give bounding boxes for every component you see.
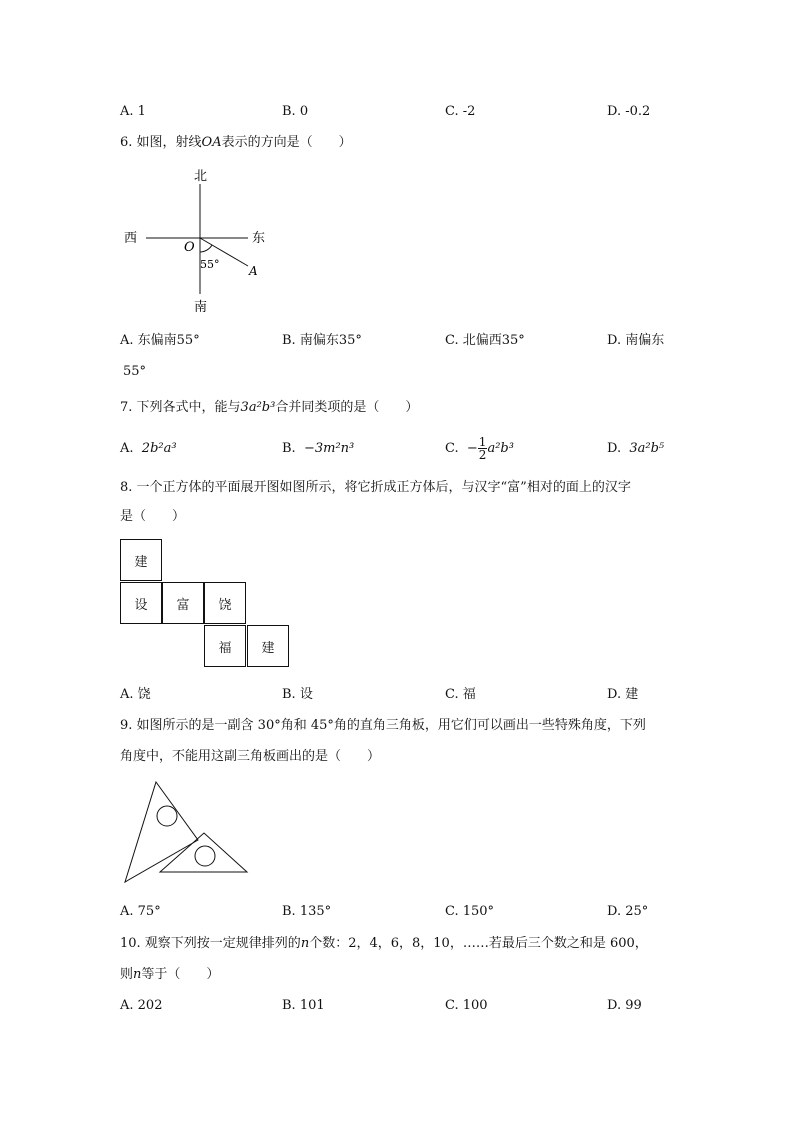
- net-cell: 建: [247, 625, 289, 667]
- q10-option-d: D. 99: [607, 998, 642, 1013]
- q7-option-b: B. −3m²n³: [282, 441, 355, 456]
- q8-option-d: D. 建: [607, 687, 639, 702]
- north-label: 北: [194, 169, 208, 184]
- net-cell: 饶: [204, 582, 246, 624]
- q6-compass-figure: [118, 162, 278, 320]
- south-label: 南: [194, 300, 208, 315]
- q6-option-d: D. 南偏东: [607, 333, 665, 348]
- q8-stem-line-1: 8. 一个正方体的平面展开图如图所示，将它折成正方体后，与汉字“富”相对的面上的汉字: [120, 480, 631, 495]
- east-label: 东: [252, 231, 266, 246]
- q6-option-a: A. 东偏南55°: [120, 333, 200, 348]
- net-cell: 福: [204, 625, 246, 667]
- q9-stem-line-1: 9. 如图所示的是一副含 30°角和 45°角的直角三角板，用它们可以画出一些特殊角度，下列: [120, 718, 646, 733]
- net-cell: 设: [120, 582, 162, 624]
- q7-option-d: D. 3a²b⁵: [607, 441, 665, 456]
- q5-option-d: D. -0.2: [607, 104, 651, 119]
- angle-label: 55°: [200, 258, 220, 271]
- q5-option-b: B. 0: [282, 104, 309, 119]
- origin-label: O: [184, 240, 195, 255]
- fraction: $\frac{1}{2}$: [478, 435, 487, 462]
- q10-option-b: B. 101: [282, 998, 325, 1013]
- q5-option-a: A. 1: [120, 104, 146, 119]
- q9-option-a: A. 75°: [120, 904, 161, 919]
- q5-option-c: C. -2: [445, 104, 476, 119]
- q7-option-a: A. 2b²a³: [120, 441, 177, 456]
- q7-stem: 7. 下列各式中，能与3a²b³合并同类项的是（ ）: [120, 400, 419, 415]
- set-squares-figure: [118, 776, 258, 890]
- q8-option-c: C. 福: [445, 687, 476, 702]
- q8-stem-line-2: 是（ ）: [120, 509, 186, 524]
- q7-option-c: C. − $\frac{1}{2}$ a²b³: [445, 435, 514, 462]
- q8-option-a: A. 饶: [120, 687, 151, 702]
- q6-stem: 6. 如图，射线OA表示的方向是（ ）: [120, 135, 352, 150]
- q8-option-b: B. 设: [282, 687, 313, 702]
- net-cell: 建: [120, 539, 162, 581]
- q6-option-c: C. 北偏西35°: [445, 333, 525, 348]
- west-label: 西: [124, 231, 138, 246]
- q10-stem-line-1: 10. 观察下列按一定规律排列的n个数：2，4，6，8，10，……若最后三个数之和是 600，: [120, 936, 648, 951]
- q9-option-c: C. 150°: [445, 904, 495, 919]
- q9-option-b: B. 135°: [282, 904, 332, 919]
- q10-option-c: C. 100: [445, 998, 488, 1013]
- q9-option-d: D. 25°: [607, 904, 649, 919]
- q10-stem-line-2: 则n等于（ ）: [120, 967, 220, 982]
- q6-option-b: B. 南偏东35°: [282, 333, 362, 348]
- q10-option-a: A. 202: [120, 998, 163, 1013]
- q6-option-d-continued: 55°: [123, 364, 147, 379]
- q9-stem-line-2: 角度中，不能用这副三角板画出的是（ ）: [120, 749, 381, 764]
- net-cell: 富: [162, 582, 204, 624]
- point-a-label: A: [249, 264, 258, 278]
